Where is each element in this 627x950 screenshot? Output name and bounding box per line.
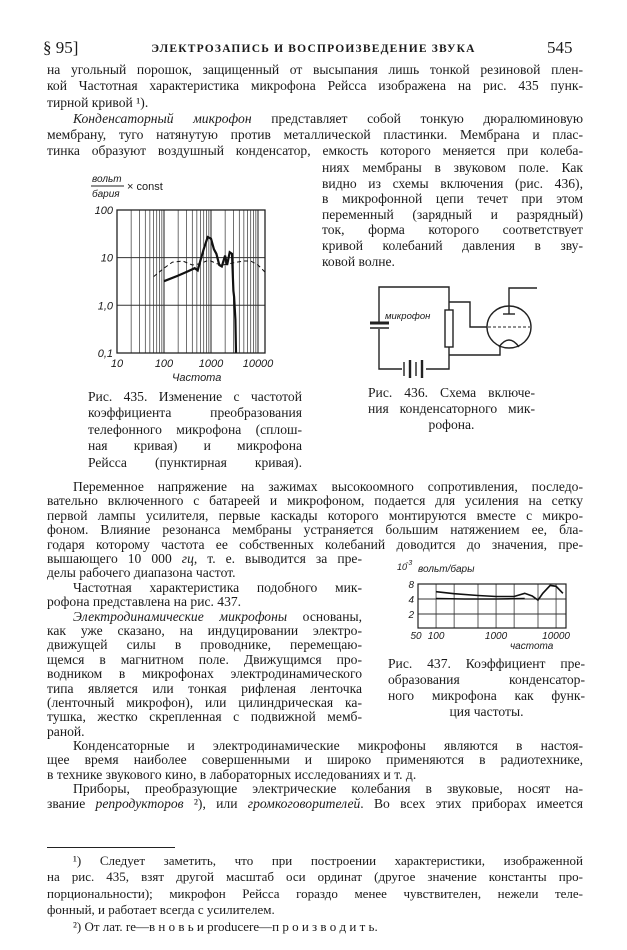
italic-term: репродукторов [95,795,184,811]
text-segment: движущей силы в проводнике, перемещаю- [47,637,362,653]
text-segment: представляет собой тонкую дюралюминовую [251,110,584,126]
text-segment: (ленточный микрофон), или цилиндрическая ка- [47,695,362,711]
text-segment: фоном. Влияние резонанса мембраны устраняется большим натяжением ее, бла- [47,522,583,538]
text-segment: тушка, жестко скрепленная с подвижной мемб- [47,709,362,725]
y-tick-label: 10 [100,252,113,265]
page-number: 545 [547,38,573,57]
text-segment: раной. [47,723,85,739]
y-label-suffix: × const [127,181,163,193]
text-segment: порциональности); микрофон Рейсса гораздо менее чувствителен, нежели теле- [47,885,583,901]
x-axis-label: Частота [172,372,222,384]
italic-term: гц [181,551,194,566]
text-segment: вательно включенного с батареей и микрофоном, подается для усиления на сетку [47,493,583,509]
tube-cathode [499,340,519,347]
text-segment: Частотная характеристика подобного мик- [73,579,362,595]
text-segment: щемся в магнитном поле. Движущимся про- [47,651,362,667]
y-label-exponent: -3 [406,560,413,567]
text-segment: ¹) Следует заметить, что при построении характеристики, изображенной [73,853,583,868]
text-segment: ния конденсаторного мик- [368,401,535,416]
text-segment: кой Частотная характеристика микрофона Рейсса изображена на рис. 435 пунк- [47,78,583,94]
text-segment: мембрану, туго натянутую против металлической пластинки. Мембрана и плас- [47,127,583,143]
text-segment: в технике звукового кино, в лабораторных исследованиях и т. д. [47,766,417,782]
text-segment: звание [47,795,96,811]
text-segment: типа является или тонкая рифленая ленточка [47,680,362,696]
text-segment: рофона. [428,417,475,432]
text-segment: ная кривая) и микрофона [88,438,302,454]
text-segment: основаны, [287,608,362,624]
y-label-denominator: бария [92,189,120,200]
text-segment: щее время наиболее совершенными и широко применяются в радиотехнике, [47,752,583,768]
text-segment: коэффициента преобразования [88,405,302,421]
text-segment: вышающего 10 000 [47,551,182,566]
plot-frame [418,584,566,628]
text-segment: видно из схемы включения (рис. 436), [322,175,583,191]
text-segment: ция частоты. [449,704,524,719]
text-segment: Приборы, преобразующие электрические колебания в звуковые, носят на- [73,781,583,797]
text-segment: ²), или [183,795,248,811]
x-tick-label: 100 [154,358,174,370]
text-segment: Конденсаторные и электродинамические микрофоны являются в настоя- [73,738,583,753]
text-segment: в микрофонной цепи течет при этом [322,191,583,207]
italic-term: Конденсаторный микрофон [73,110,252,126]
text-segment: ниях мембраны в звуковом поле. Как [322,160,583,175]
text-segment: Рис. 436. Схема включе- [368,385,535,400]
text-segment: Рейсса (пунктирная кривая). [88,454,302,470]
figure-435-chart [91,174,274,384]
italic-term: громкоговорителей [247,795,361,811]
text-segment: тинка образуют воздушный конденсатор, емкость которого меняется при колеба- [47,143,583,159]
y-tick-label: 0,1 [97,348,113,360]
y-label-numerator: вольт [92,174,122,185]
text-segment: делы рабочего диапазона частот. [47,565,236,581]
text-segment: ток, форма которого соответствует [322,222,583,238]
text-segment: фонный, и работает всегда с усилителем. [47,902,275,918]
text-segment: телефонного микрофона (сплош- [88,421,302,437]
text-segment: ного микрофона как функ- [388,688,585,703]
y-tick-label: 4 [408,595,414,606]
text-segment: рофона представлена на рис. 437. [47,594,242,610]
text-segment: кривой колебаний давления в зву- [322,237,583,253]
battery-icon [404,360,422,378]
x-tick-label: 1000 [484,631,508,642]
x-tick-label: 10000 [542,631,570,642]
text-segment: на рис. 435, взят другой масштаб оси ординат (другое значение константы про- [47,869,583,885]
text-segment: образования конденсатор- [388,672,585,687]
text-segment: на угольный порошок, защищенный от высыпания лишь тонкой резиновой плен- [47,62,583,77]
text-segment: ²) От лат. re—в н о в ь и producere—п р о и з в о д и т ь. [73,918,378,934]
x-axis-label: частота [510,641,554,652]
series-line-lower [436,599,525,600]
wire [379,329,402,369]
y-tick-label: 100 [94,204,113,217]
text-segment: ковой волне. [322,253,395,269]
resistor-icon [445,310,453,347]
wire [379,287,449,369]
y-tick-label: 8 [408,580,414,591]
microphone-label: микрофон [385,311,431,322]
text-segment: , т. е. выводится за пре- [193,551,362,566]
running-title: ЭЛЕКТРОЗАПИСЬ И ВОСПРОИЗВЕДЕНИЕ ЗВУКА [151,43,476,55]
y-tick-label: 1,0 [97,300,113,313]
text-segment: как уже сказано, на индуцировании электро- [47,623,362,639]
text-segment: переменный (зарядный и разрядный) [322,206,583,222]
text-segment: Рис. 437. Коэффициент пре- [388,656,585,671]
figure-437-chart [397,560,570,652]
y-label-units: вольт/бары [418,564,475,575]
x-tick-label: 10000 [242,358,274,370]
text-segment: первой лампы усилителя, первые каскады которого монтируются вместе с микро- [47,507,583,523]
x-tick-label: 10 [110,358,124,370]
text-segment: Переменное напряжение на зажимах высокоомного сопротивления, последо- [73,479,583,494]
figure-436-circuit [370,287,537,378]
x-tick-label: 100 [427,631,445,642]
text-segment: тирной кривой ¹). [47,94,149,110]
series-line-upper [436,585,563,600]
italic-term: Электродинамические микрофоны [73,608,288,624]
section-number: § 95] [43,38,79,57]
text-segment: . Во всех этих приборах имеется [360,795,584,811]
x-tick-label: 1000 [198,358,224,370]
text-segment: Рис. 435. Изменение с частотой [88,389,302,404]
y-label-base: 10 [397,562,408,572]
y-tick-label: 2 [408,610,414,621]
text-segment: водником в микрофонах электродинамического [47,666,362,682]
series-line-reiss-mic [154,261,265,277]
x-tick-label: 50 [410,631,422,642]
wire [449,302,487,327]
text-segment: годаря которому частота ее собственных колебаний доводится до значения, пре- [47,536,583,552]
wire [449,347,500,355]
